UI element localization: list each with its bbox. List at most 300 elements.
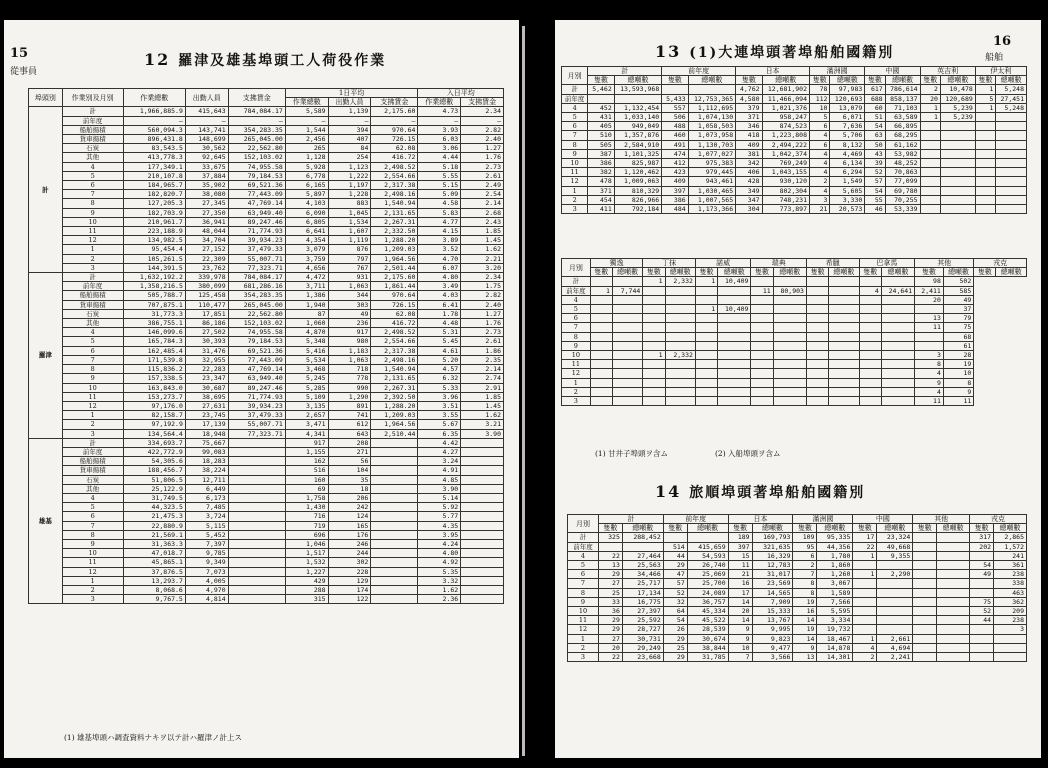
table-cell: 36: [598, 607, 622, 616]
table-cell: 11: [943, 397, 973, 406]
table-cell: 4: [915, 369, 944, 378]
table-row: [568, 607, 1027, 616]
table-cell: 1,290: [328, 392, 371, 401]
table-cell: 6: [568, 570, 599, 579]
table-cell: 86,186: [185, 319, 228, 328]
table-cell: 48,252: [885, 159, 920, 168]
table-cell: 39,934.23: [228, 401, 285, 410]
table-cell: [461, 549, 504, 558]
table-cell: [881, 341, 914, 350]
header-cell: 隻數: [915, 268, 944, 277]
table-cell: [940, 205, 975, 214]
table-cell: [920, 205, 940, 214]
table-cell: [665, 378, 695, 387]
table-cell: 428: [736, 177, 762, 186]
table-cell: 11: [915, 323, 944, 332]
table-cell: [829, 378, 859, 387]
table-row: [29, 549, 504, 558]
table-cell: 12: [62, 236, 123, 245]
table-cell: 338: [994, 579, 1027, 588]
table-cell: [718, 360, 751, 369]
table-cell: 2,392.50: [371, 392, 418, 401]
table-cell: 5.92: [418, 503, 461, 512]
table-row: [29, 484, 504, 493]
table-cell: 7,744: [612, 286, 642, 295]
table-cell: 35: [328, 475, 371, 484]
table-cell: 3.24: [418, 457, 461, 466]
table-cell: 18,283: [185, 457, 228, 466]
table-cell: [371, 484, 418, 493]
table-cell: 7: [62, 190, 123, 199]
table-cell: 52: [663, 588, 687, 597]
table-cell: 741: [328, 411, 371, 420]
table-cell: 394: [328, 125, 371, 134]
table-cell: 13: [793, 653, 817, 662]
table-cell: [228, 484, 285, 493]
table-cell: 95: [793, 542, 817, 551]
table-cell: 2,290: [877, 570, 913, 579]
table-cell: 30,562: [185, 144, 228, 153]
table-cell: [643, 286, 665, 295]
table-cell: [461, 521, 504, 530]
table-cell: [806, 314, 828, 323]
table-cell: 37,884: [185, 171, 228, 180]
table-cell: 10,409: [718, 305, 751, 314]
table-cell: [695, 295, 717, 304]
table-cell: 前年度: [62, 282, 123, 291]
table-cell: 其他: [62, 319, 123, 328]
table-row: [562, 286, 1027, 295]
table-cell: [937, 597, 970, 606]
table-cell: 77,443.09: [228, 190, 285, 199]
table-cell: 33,675: [185, 162, 228, 171]
table-cell: 2,865: [994, 533, 1027, 542]
table-cell: [461, 457, 504, 466]
table-row: [562, 397, 1027, 406]
table-cell: [461, 530, 504, 539]
table-cell: [829, 314, 859, 323]
table-cell: [590, 305, 612, 314]
table-cell: [806, 341, 828, 350]
header-cell: 總噸數: [612, 268, 642, 277]
table-cell: 3: [562, 205, 588, 214]
table-cell: 1,966,885.9: [123, 107, 185, 116]
table-cell: [859, 351, 881, 360]
table-cell: [975, 159, 995, 168]
table-cell: 778: [328, 374, 371, 383]
table-cell: 5: [810, 113, 830, 122]
table-cell: 44,356: [817, 542, 853, 551]
table-cell: 5.33: [418, 383, 461, 392]
table-cell: [937, 533, 970, 542]
table-cell: [881, 305, 914, 314]
table-cell: [970, 653, 994, 662]
table-cell: 3,334: [817, 616, 853, 625]
header-cell: 前年度: [662, 67, 736, 76]
table-cell: [773, 341, 806, 350]
table-cell: 2: [568, 643, 599, 652]
table-cell: [590, 378, 612, 387]
table-cell: 2,456: [285, 135, 328, 144]
table-cell: [937, 570, 970, 579]
table-cell: 1.75: [461, 282, 504, 291]
table-cell: 79: [943, 314, 973, 323]
table-cell: 38,844: [687, 643, 728, 652]
table-row: [29, 217, 504, 226]
table-cell: [590, 332, 612, 341]
table-cell: 810,329: [614, 186, 661, 195]
header-cell: 隻數: [920, 76, 940, 85]
table-cell: [970, 588, 994, 597]
table-cell: 1.27: [461, 309, 504, 318]
table-cell: 9,349: [185, 558, 228, 567]
table-cell: [371, 493, 418, 502]
table-row: [29, 171, 504, 180]
table-cell: 60: [865, 103, 885, 112]
table-cell: 930,120: [762, 177, 809, 186]
table-cell: [695, 360, 717, 369]
table-cell: [718, 397, 751, 406]
table-row: [29, 355, 504, 364]
table-cell: 5.15: [418, 181, 461, 190]
header-row: [568, 515, 1027, 524]
table-cell: 505,788.7: [123, 291, 185, 300]
table-cell: 1,222: [328, 171, 371, 180]
table-row: [29, 282, 504, 291]
table-cell: [695, 378, 717, 387]
header-cell: 總噸數: [665, 268, 695, 277]
table-cell: 9,767.5: [123, 595, 185, 604]
table-cell: 33: [598, 597, 622, 606]
table-cell: 2,332: [665, 351, 695, 360]
table-cell: [228, 493, 285, 502]
table-cell: 429: [285, 576, 328, 585]
table-cell: 4,469: [830, 149, 865, 158]
table-cell: [859, 360, 881, 369]
table-cell: 1.62: [461, 411, 504, 420]
table-cell: 2: [793, 561, 817, 570]
table-cell: 160: [285, 475, 328, 484]
table-cell: 4.03: [418, 291, 461, 300]
table-cell: 5,452: [185, 530, 228, 539]
table-cell: [829, 387, 859, 396]
table-cell: 1,119: [328, 236, 371, 245]
table-cell: [975, 140, 995, 149]
table-title: [655, 482, 865, 502]
table-cell: 3.51: [418, 401, 461, 410]
table-cell: 船舶揚積: [62, 125, 123, 134]
table-cell: 計: [62, 107, 123, 116]
table-row: [568, 570, 1027, 579]
table-cell: [371, 447, 418, 456]
table-cell: 3.93: [418, 125, 461, 134]
table-cell: 5,706: [830, 131, 865, 140]
header-cell: 前年度: [663, 515, 728, 524]
table-cell: [806, 351, 828, 360]
table-cell: 2.54: [461, 190, 504, 199]
table-cell: 23,569: [752, 579, 793, 588]
table-cell: 71,774.93: [228, 392, 285, 401]
table-cell: 321,635: [752, 542, 793, 551]
header-cell: 隻數: [751, 268, 773, 277]
table-row: [568, 653, 1027, 662]
table-cell: 1,607: [328, 227, 371, 236]
header-cell: 總噸數: [762, 76, 809, 85]
table-cell: 19,732: [817, 625, 853, 634]
table-cell: 2.40: [461, 135, 504, 144]
table-cell: 177,349.1: [123, 162, 185, 171]
table-cell: 1,155: [285, 447, 328, 456]
table-cell: 36,757: [687, 597, 728, 606]
table-cell: 31,773.3: [123, 309, 185, 318]
table-cell: 612: [328, 420, 371, 429]
table-cell: 1,077,027: [688, 149, 735, 158]
table-cell: 4: [810, 186, 830, 195]
table-cell: 169,793: [752, 533, 793, 542]
table-cell: 1.86: [461, 346, 504, 355]
table-cell: [994, 643, 1027, 652]
table-cell: 1: [920, 113, 940, 122]
table-cell: 27,152: [185, 245, 228, 254]
table-row: [29, 107, 504, 116]
table-cell: 182,820.7: [123, 190, 185, 199]
table-cell: [829, 369, 859, 378]
table-cell: 38,224: [185, 466, 228, 475]
table-cell: 265: [285, 144, 328, 153]
table-cell: 7,909: [752, 597, 793, 606]
table-cell: 5,239: [940, 113, 975, 122]
table-cell: [920, 140, 940, 149]
table-cell: [937, 588, 970, 597]
table-cell: 347: [736, 195, 762, 204]
table-cell: 61: [943, 341, 973, 350]
table-row: [29, 576, 504, 585]
table-cell: 28: [943, 351, 973, 360]
table-cell: 1.27: [461, 144, 504, 153]
table-cell: 30,687: [185, 383, 228, 392]
table-cell: 124: [328, 512, 371, 521]
header-cell: 總噸數: [829, 268, 859, 277]
table-cell: [718, 332, 751, 341]
table-cell: 5.67: [418, 420, 461, 429]
table-cell: 9: [62, 208, 123, 217]
header-cell: 1日平均: [285, 89, 418, 98]
table-cell: [975, 122, 995, 131]
table-cell: 127,205.3: [123, 199, 185, 208]
table-cell: [718, 341, 751, 350]
table-cell: 1: [643, 277, 665, 286]
table-cell: [881, 360, 914, 369]
table-cell: [612, 314, 642, 323]
table-row: [562, 177, 1027, 186]
table-cell: [461, 512, 504, 521]
table-row: [568, 634, 1027, 643]
table-cell: 2,554.66: [371, 171, 418, 180]
table-row: [29, 503, 504, 512]
table-cell: 68,295: [885, 131, 920, 140]
table-cell: 1: [643, 351, 665, 360]
table-cell: 25,592: [622, 616, 663, 625]
table-cell: 184,965.7: [123, 181, 185, 190]
table-cell: 4.44: [418, 153, 461, 162]
table-cell: [228, 512, 285, 521]
table-cell: 491: [662, 140, 688, 149]
table-cell: [913, 634, 937, 643]
table-cell: 3,759: [285, 254, 328, 263]
table-cell: 162,485.4: [123, 346, 185, 355]
table-cell: 2: [62, 420, 123, 429]
table-cell: 144,391.5: [123, 263, 185, 272]
table-cell: [751, 314, 773, 323]
table-cell: 2,175.60: [371, 273, 418, 282]
table-cell: 5,285: [285, 383, 328, 392]
table-cell: 13,079: [830, 103, 865, 112]
table-cell: 30,393: [185, 337, 228, 346]
table-cell: 4: [62, 162, 123, 171]
header-cell: 作業總數: [418, 98, 461, 107]
table-cell: 826,966: [614, 195, 661, 204]
table-cell: 339,978: [185, 273, 228, 282]
table-cell: 95,335: [817, 533, 853, 542]
header-cell: 隻數: [865, 76, 885, 85]
header-cell: 中國: [853, 515, 913, 524]
table-cell: 63,589: [885, 113, 920, 122]
table-cell: 302: [328, 558, 371, 567]
table-cell: [695, 387, 717, 396]
table-cell: [773, 332, 806, 341]
table-cell: 246: [328, 539, 371, 548]
table-cell: 計: [62, 438, 123, 447]
table-cell: 21,569.1: [123, 530, 185, 539]
table-cell: 2,498.16: [371, 190, 418, 199]
table-cell: [590, 277, 612, 286]
header-cell: 計: [598, 515, 663, 524]
table-cell: 32: [663, 597, 687, 606]
table-cell: 1.62: [418, 585, 461, 594]
table-cell: [751, 351, 773, 360]
table-cell: 6,090: [285, 208, 328, 217]
table-cell: 4.77: [418, 217, 461, 226]
table-cell: 17,851: [185, 309, 228, 318]
table-cell: 17: [728, 588, 752, 597]
table-cell: 5: [62, 171, 123, 180]
table-cell: —: [328, 116, 371, 125]
table-cell: 397: [662, 186, 688, 195]
table-cell: 57: [865, 177, 885, 186]
table-cell: 9: [943, 387, 973, 396]
table-cell: [695, 286, 717, 295]
table-cell: 1,288.20: [371, 401, 418, 410]
table-cell: [920, 177, 940, 186]
table-cell: 6,778: [285, 171, 328, 180]
table-row: [29, 365, 504, 374]
table-cell: 45,865.1: [123, 558, 185, 567]
table-cell: [975, 177, 995, 186]
table-cell: 6,449: [185, 484, 228, 493]
table-cell: 55,007.71: [228, 254, 285, 263]
table-cell: 1,101,325: [614, 149, 661, 158]
table-cell: 39,934.23: [228, 236, 285, 245]
table-cell: 2: [562, 195, 588, 204]
table-cell: 19: [793, 597, 817, 606]
table-cell: 6.03: [418, 135, 461, 144]
table-cell: 2,494,222: [762, 140, 809, 149]
table-cell: 4,354: [285, 236, 328, 245]
table-cell: 45,334: [687, 607, 728, 616]
table-cell: [461, 475, 504, 484]
table-cell: 1,042,374: [762, 149, 809, 158]
table-cell: [598, 542, 622, 551]
table-row: [562, 314, 1027, 323]
table-cell: 1: [853, 570, 877, 579]
table-cell: 2.36: [418, 595, 461, 604]
table-cell: [829, 397, 859, 406]
table-cell: [920, 131, 940, 140]
table-cell: [920, 195, 940, 204]
table-cell: 8: [943, 378, 973, 387]
table-cell: 2.74: [461, 374, 504, 383]
table-cell: 6: [810, 140, 830, 149]
table-cell: 11: [915, 397, 944, 406]
table-cell: 210,961.7: [123, 217, 185, 226]
table-cell: [773, 277, 806, 286]
table-cell: 6: [562, 122, 588, 131]
table-cell: 10: [62, 383, 123, 392]
table-row: [29, 328, 504, 337]
table-cell: 14,878: [817, 643, 853, 652]
table-cell: 14: [793, 634, 817, 643]
table-cell: 1,173,366: [688, 205, 735, 214]
table-cell: [940, 168, 975, 177]
table-cell: 4.58: [418, 199, 461, 208]
table-cell: 174: [328, 585, 371, 594]
table-cell: 44,323.5: [123, 503, 185, 512]
table-cell: [371, 539, 418, 548]
table-cell: [829, 332, 859, 341]
table-cell: [913, 542, 937, 551]
table-cell: 416.72: [371, 153, 418, 162]
table-cell: [643, 332, 665, 341]
table-cell: 1.45: [461, 236, 504, 245]
table-cell: 1,132,454: [614, 103, 661, 112]
table-cell: 1.45: [461, 401, 504, 410]
table-cell: 前年度: [62, 447, 123, 456]
table-cell: 6: [562, 314, 591, 323]
table-cell: 380,099: [185, 282, 228, 291]
header-cell: 支拂賃金: [371, 98, 418, 107]
table-cell: 14: [793, 616, 817, 625]
table-cell: 5: [562, 113, 588, 122]
table-cell: 726.15: [371, 135, 418, 144]
table-cell: [718, 286, 751, 295]
table-cell: [859, 378, 881, 387]
table-cell: 5,348: [285, 337, 328, 346]
table-cell: 165,784.3: [123, 337, 185, 346]
table-cell: [806, 323, 828, 332]
table-cell: 2,267.31: [371, 217, 418, 226]
table-row: [29, 125, 504, 134]
table-cell: 50: [865, 140, 885, 149]
header-cell: 英吉利: [920, 67, 975, 76]
table-cell: 4: [810, 131, 830, 140]
table-cell: [940, 159, 975, 168]
header-cell: 丁抹: [643, 259, 696, 268]
footnote-2: (2) 入船埠頭ヲ含ム: [715, 449, 781, 458]
table-row: [29, 337, 504, 346]
table-cell: 11: [62, 227, 123, 236]
table-cell: 14: [728, 597, 752, 606]
table-cell: 3: [568, 653, 599, 662]
